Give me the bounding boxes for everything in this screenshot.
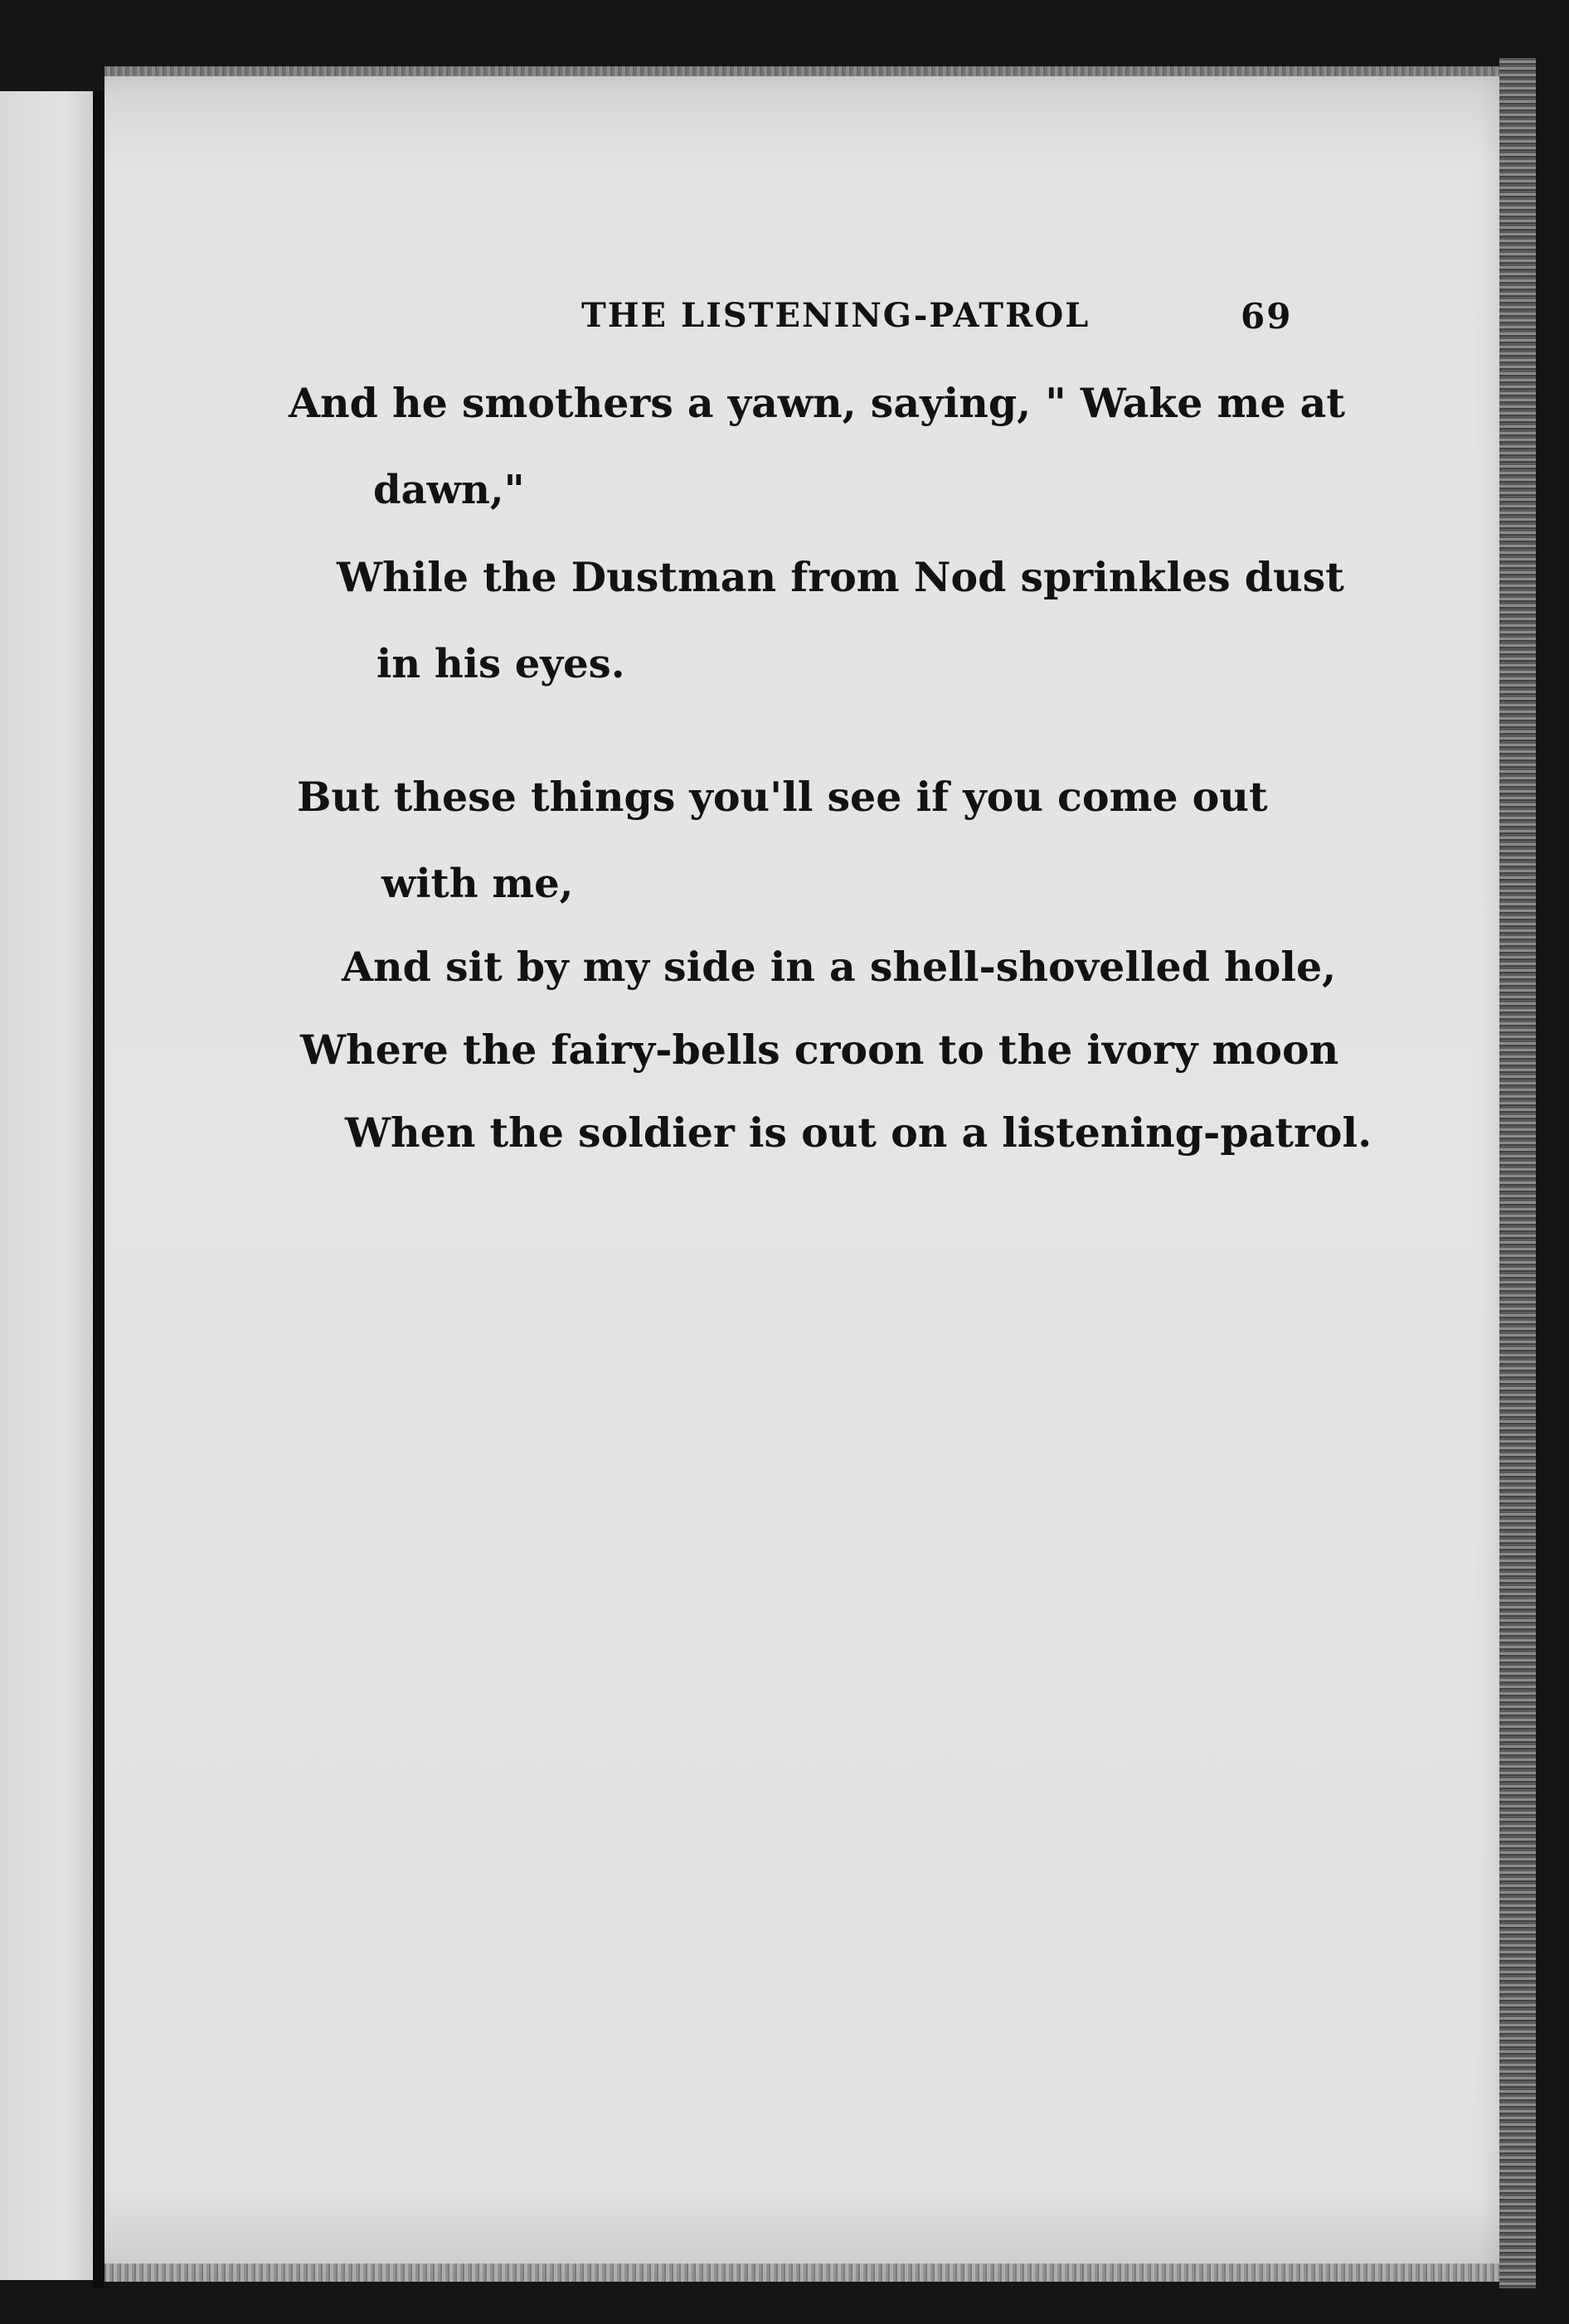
- verse-line: But these things you'll see if you come out: [297, 773, 1268, 821]
- verse-line: When the soldier is out on a listening-patrol.: [345, 1109, 1372, 1157]
- page-number: 69: [1241, 296, 1293, 337]
- verse-line: in his eyes.: [376, 641, 625, 687]
- verse-line: dawn,": [373, 467, 525, 513]
- verse-line: with me,: [381, 861, 574, 907]
- binding-gutter: [93, 91, 104, 2288]
- page-text: [104, 76, 1513, 2282]
- facing-page-edge: [0, 91, 93, 2280]
- page-bottom-edge: [104, 2263, 1513, 2282]
- page-fore-edge: [1499, 58, 1536, 2288]
- verse-line: And he smothers a yawn, saying, " Wake me at: [289, 379, 1345, 427]
- verse-line: Where the fairy-bells croon to the ivory moon: [300, 1026, 1339, 1074]
- running-head-title: THE LISTENING-PATROL: [581, 296, 1091, 335]
- page-leaf: [104, 76, 1513, 2282]
- running-head: [478, 296, 1307, 346]
- verse-line: While the Dustman from Nod sprinkles dust: [337, 553, 1344, 601]
- verse-line: And sit by my side in a shell-shovelled hole,: [342, 943, 1337, 991]
